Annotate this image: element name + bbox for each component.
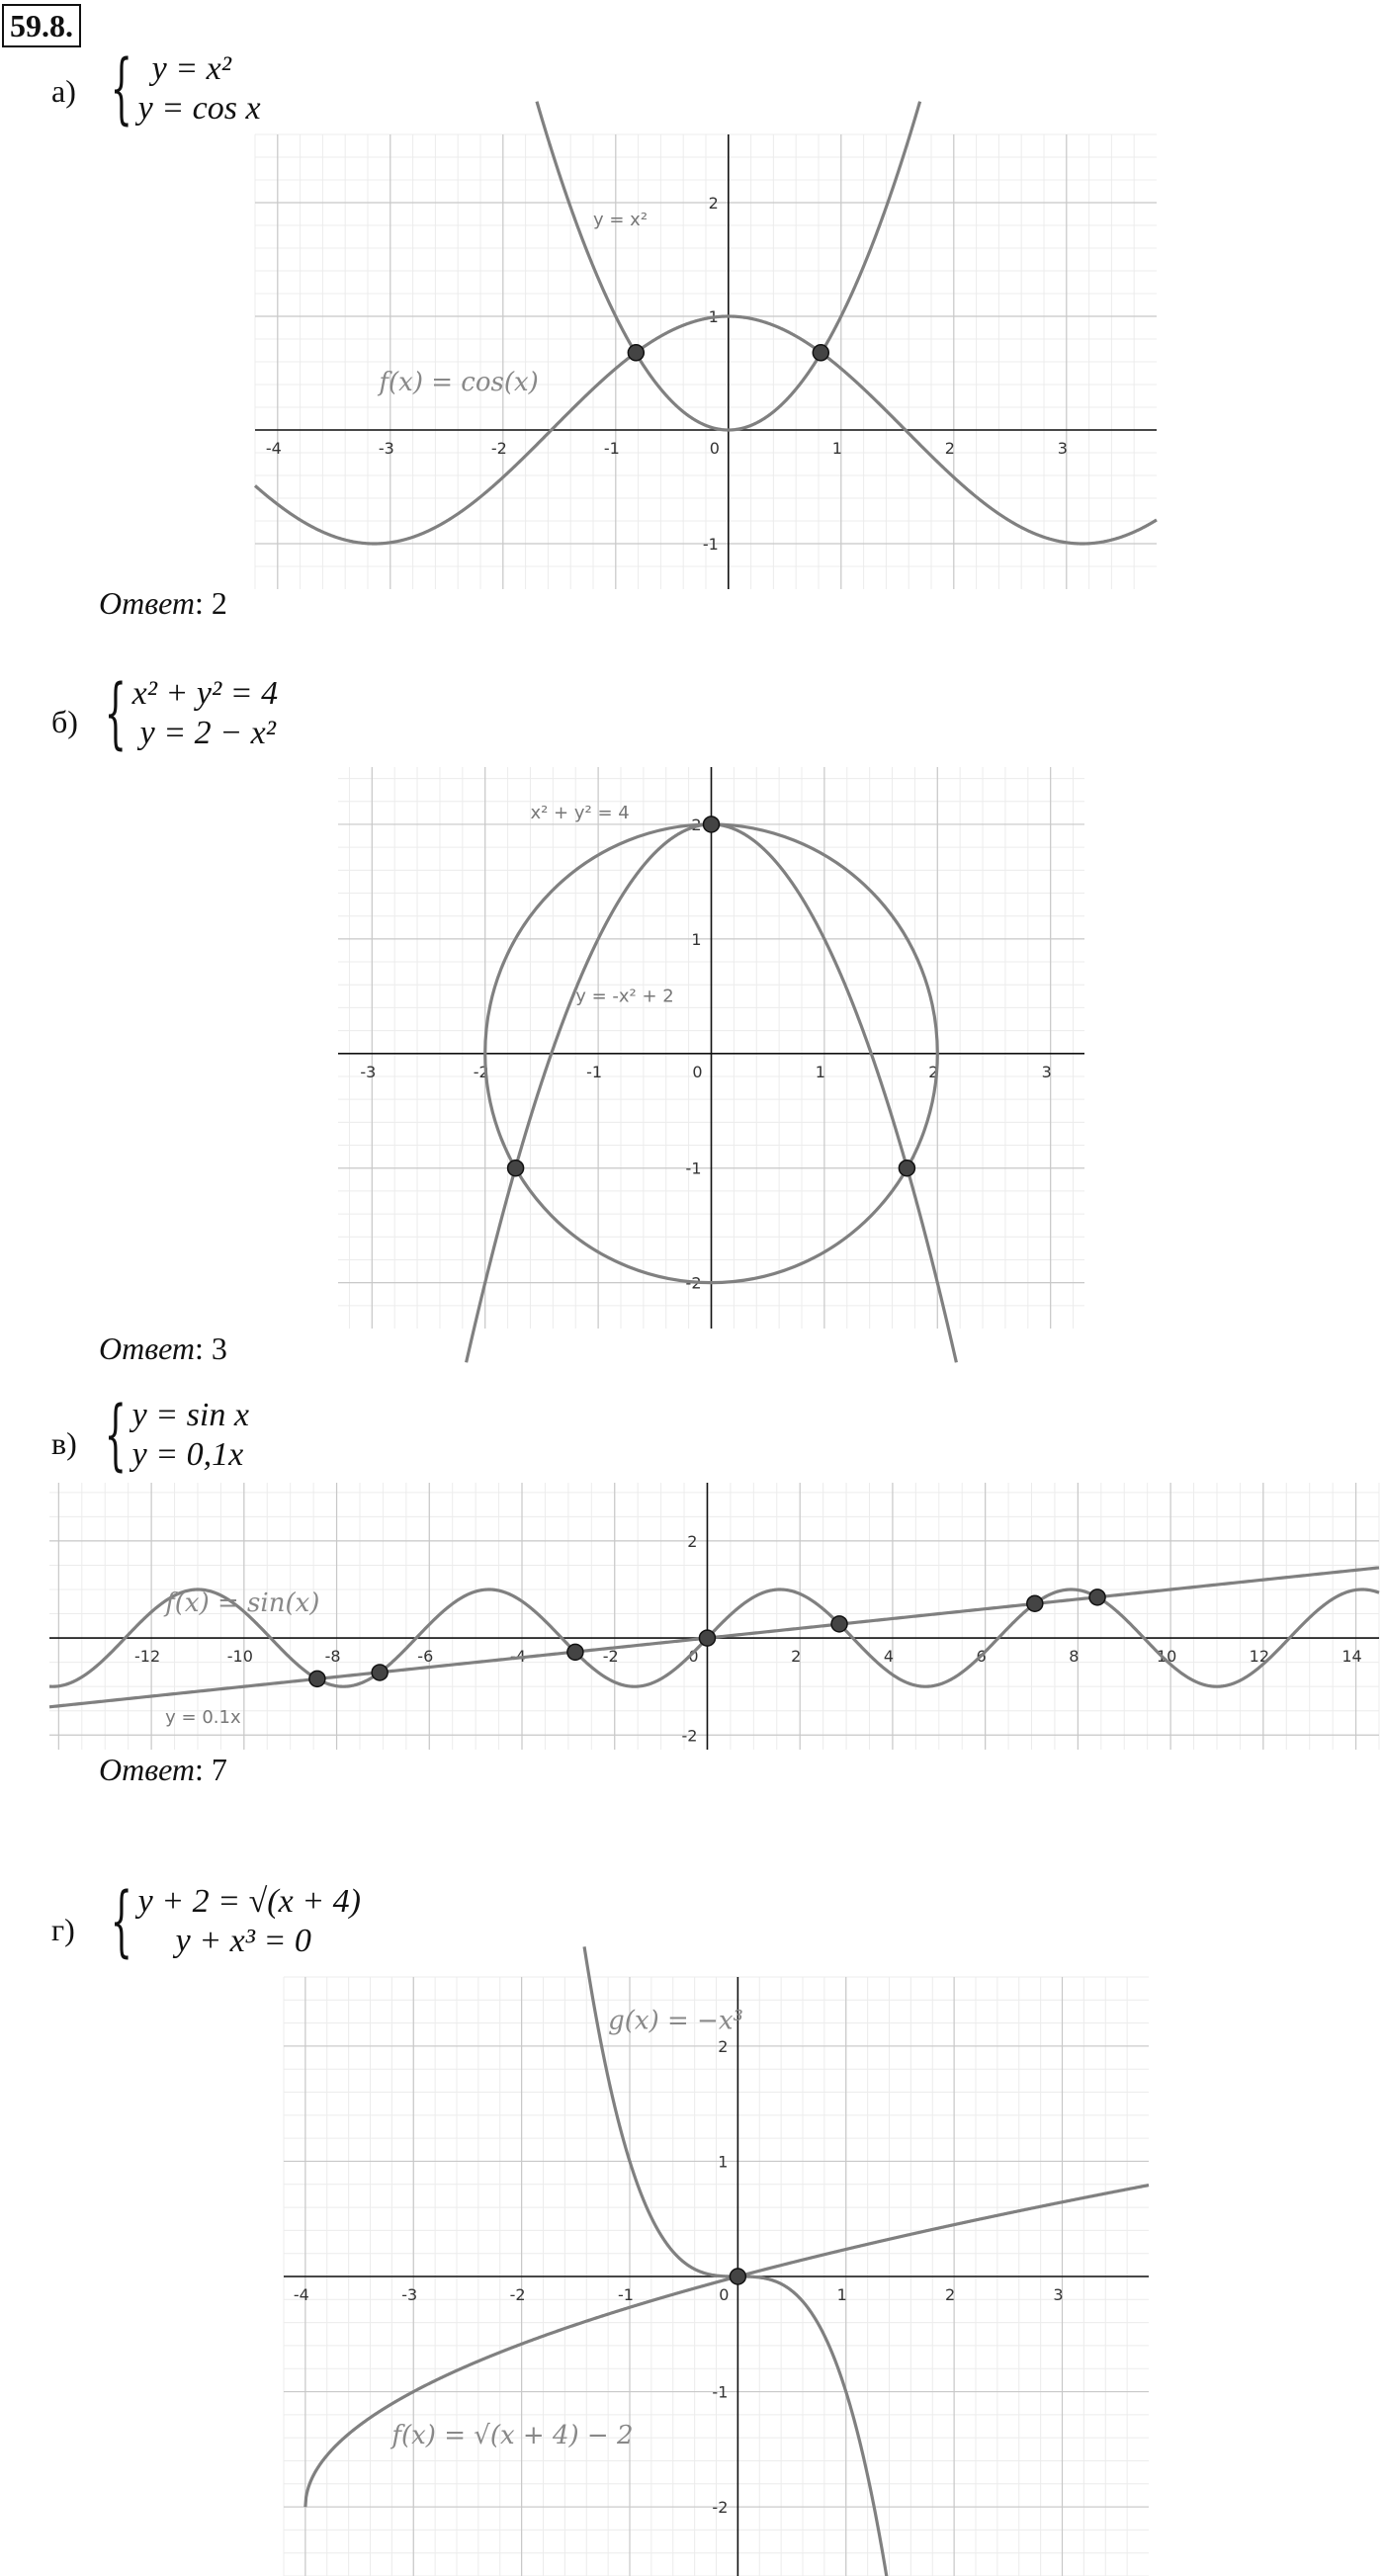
x-tick-label: -2 bbox=[509, 2285, 526, 2304]
x-tick-label: -10 bbox=[226, 1647, 253, 1667]
y-tick-label: -2 bbox=[712, 2498, 729, 2518]
x-tick-label: 3 bbox=[1041, 1062, 1052, 1081]
x-tick-label: 10 bbox=[1156, 1647, 1177, 1667]
answer-a: Ответ: 2 bbox=[99, 585, 227, 621]
x-tick-label: 2 bbox=[944, 439, 955, 458]
brace-icon: { bbox=[110, 1877, 132, 1966]
equation-2: y = 2 − x² bbox=[139, 715, 276, 751]
x-tick-label: -2 bbox=[473, 1062, 489, 1081]
equation-1: x² + y² = 4 bbox=[131, 675, 279, 712]
answer-label: Ответ bbox=[99, 1752, 195, 1787]
answer-label: Ответ bbox=[99, 1331, 195, 1366]
system-a bbox=[97, 44, 261, 133]
answer-c: Ответ: 7 bbox=[99, 1752, 227, 1787]
curve-label-1: y = x² bbox=[593, 210, 649, 230]
intersection-point bbox=[628, 345, 644, 361]
x-tick-label: -3 bbox=[360, 1062, 377, 1081]
curve-label-1: f(x) = sin(x) bbox=[165, 1589, 320, 1619]
x-tick-label: -6 bbox=[417, 1647, 434, 1667]
x-tick-label: 0 bbox=[709, 439, 720, 458]
brace-icon: { bbox=[104, 669, 127, 758]
x-tick-label: 1 bbox=[815, 1062, 825, 1081]
intersection-point bbox=[309, 1671, 325, 1686]
curve-label-2: f(x) = √(x + 4) − 2 bbox=[391, 2420, 634, 2450]
system-d bbox=[97, 1877, 361, 1966]
x-tick-label: 3 bbox=[1053, 2285, 1064, 2304]
x-tick-label: -2 bbox=[490, 439, 507, 458]
equation-1: y + 2 = √(x + 4) bbox=[137, 1883, 361, 1920]
x-tick-label: 0 bbox=[719, 2285, 730, 2304]
x-tick-label: -4 bbox=[293, 2285, 309, 2304]
curve-label-2: y = -x² + 2 bbox=[575, 986, 674, 1007]
graph-d bbox=[284, 1977, 1149, 2576]
x-tick-label: -4 bbox=[510, 1647, 526, 1667]
answer-value: 7 bbox=[211, 1752, 227, 1787]
answer-label: Ответ bbox=[99, 585, 195, 621]
y-tick-label: 2 bbox=[718, 2036, 729, 2056]
y-tick-label: -2 bbox=[685, 1273, 702, 1293]
intersection-point bbox=[1027, 1595, 1043, 1611]
x-tick-label: -1 bbox=[618, 2285, 634, 2304]
x-tick-label: 3 bbox=[1057, 439, 1068, 458]
x-tick-label: -1 bbox=[603, 439, 620, 458]
graph-c bbox=[49, 1483, 1379, 1750]
part-label-d: г) bbox=[51, 1912, 75, 1947]
x-tick-label: -1 bbox=[586, 1062, 603, 1081]
intersection-point bbox=[899, 1160, 914, 1176]
x-tick-label: 14 bbox=[1341, 1647, 1362, 1667]
x-tick-label: 0 bbox=[692, 1062, 703, 1081]
curve-label-2: f(x) = cos(x) bbox=[379, 367, 539, 397]
x-tick-label: -12 bbox=[134, 1647, 161, 1667]
brace-icon: { bbox=[110, 44, 132, 133]
intersection-point bbox=[567, 1644, 583, 1660]
x-tick-label: 1 bbox=[831, 439, 842, 458]
answer-value: 2 bbox=[211, 585, 227, 621]
intersection-point bbox=[508, 1160, 524, 1176]
equation-1: y = sin x bbox=[131, 1397, 249, 1433]
x-tick-label: 1 bbox=[836, 2285, 847, 2304]
x-tick-label: 2 bbox=[945, 2285, 956, 2304]
equation-2: y = cos x bbox=[137, 90, 261, 127]
x-tick-label: 2 bbox=[928, 1062, 939, 1081]
x-tick-label: 4 bbox=[883, 1647, 895, 1667]
intersection-point bbox=[1089, 1589, 1105, 1605]
intersection-point bbox=[699, 1630, 715, 1646]
system-c bbox=[91, 1391, 249, 1480]
part-label-b: б) bbox=[51, 704, 78, 739]
part-label-a: а) bbox=[51, 73, 76, 109]
intersection-point bbox=[730, 2269, 745, 2284]
y-tick-label: 2 bbox=[691, 815, 702, 834]
x-tick-label: 0 bbox=[688, 1647, 699, 1667]
y-tick-label: 2 bbox=[687, 1531, 698, 1551]
y-tick-label: -1 bbox=[712, 2382, 729, 2402]
answer-b: Ответ: 3 bbox=[99, 1331, 227, 1366]
x-tick-label: 12 bbox=[1249, 1647, 1270, 1667]
intersection-point bbox=[372, 1665, 388, 1680]
system-b bbox=[91, 669, 279, 758]
x-tick-label: -2 bbox=[602, 1647, 619, 1667]
graph-b bbox=[338, 767, 1084, 1329]
y-tick-label: -2 bbox=[681, 1726, 698, 1746]
x-tick-label: -3 bbox=[401, 2285, 418, 2304]
y-tick-label: 1 bbox=[691, 929, 702, 949]
curve-label-2: y = 0.1x bbox=[165, 1707, 241, 1728]
intersection-point bbox=[704, 816, 720, 832]
curve-label-1: g(x) = −x³ bbox=[608, 2006, 743, 2036]
x-tick-label: -3 bbox=[378, 439, 394, 458]
x-tick-label: 8 bbox=[1069, 1647, 1080, 1667]
x-tick-label: -8 bbox=[324, 1647, 341, 1667]
y-tick-label: 1 bbox=[708, 307, 719, 326]
x-tick-label: 2 bbox=[791, 1647, 802, 1667]
equation-2: y = 0,1x bbox=[131, 1436, 244, 1473]
problem-number: 59.8. bbox=[2, 4, 81, 47]
curve-label-1: x² + y² = 4 bbox=[530, 803, 630, 824]
intersection-point bbox=[813, 345, 828, 361]
y-tick-label: 1 bbox=[718, 2152, 729, 2172]
equation-1: y = x² bbox=[151, 50, 231, 87]
y-tick-label: -1 bbox=[685, 1159, 702, 1178]
intersection-point bbox=[831, 1616, 847, 1632]
answer-value: 3 bbox=[211, 1331, 227, 1366]
y-tick-label: 2 bbox=[708, 194, 719, 213]
graph-a bbox=[255, 134, 1157, 589]
y-tick-label: -1 bbox=[702, 535, 719, 554]
brace-icon: { bbox=[104, 1391, 127, 1480]
part-label-c: в) bbox=[51, 1425, 77, 1461]
x-tick-label: -4 bbox=[265, 439, 282, 458]
equation-2: y + x³ = 0 bbox=[175, 1923, 311, 1959]
x-tick-label: 6 bbox=[976, 1647, 987, 1667]
